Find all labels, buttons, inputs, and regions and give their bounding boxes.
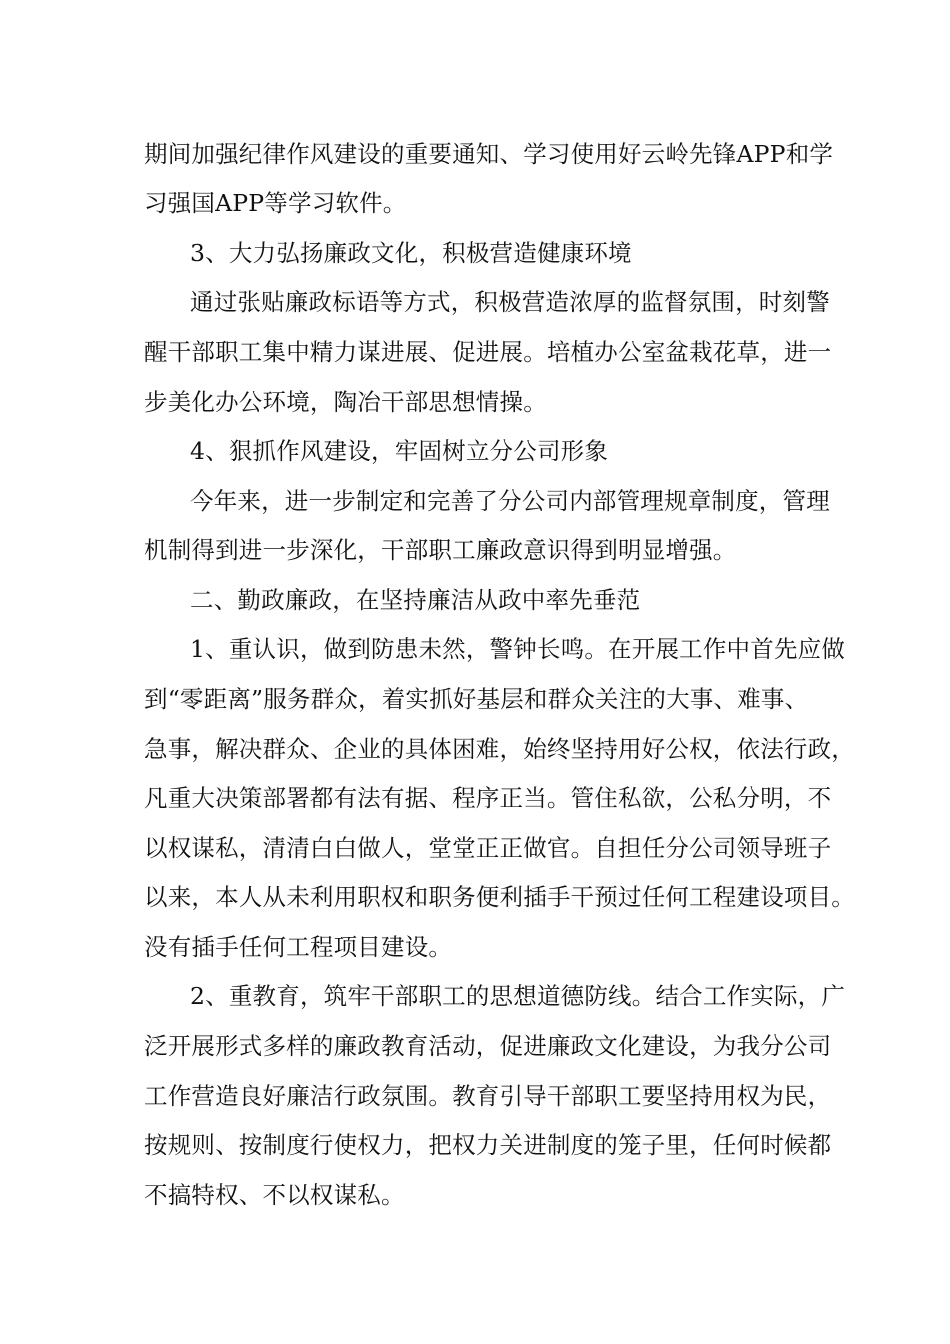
text-line: 2、重教育，筑牢干部职工的思想道德防线。结合工作实际，广 <box>190 982 846 1010</box>
text-line: 以来，本人从未利用职权和职务便利插手干预过任何工程建设项目。 <box>144 883 855 911</box>
text-line: 1、重认识，做到防患未然，警钟长鸣。在开展工作中首先应做 <box>190 635 846 663</box>
text-line: 以权谋私，清清白白做人，堂堂正正做官。自担任分公司领导班子 <box>144 834 832 862</box>
text-line: 到“零距离”服务群众，着实抓好基层和群众关注的大事、难事、 <box>144 685 809 713</box>
text-line: 今年来，进一步制定和完善了分公司内部管理规章制度，管理 <box>190 487 830 515</box>
text-line: 泛开展形式多样的廉政教育活动，促进廉政文化建设，为我分公司 <box>144 1032 832 1060</box>
text-line: 凡重大决策部署都有法有据、程序正当。管住私欲，公私分明，不 <box>144 784 832 812</box>
section-heading: 4、狠抓作风建设，牢固树立分公司形象 <box>190 437 609 465</box>
section-heading: 3、大力弘扬廉政文化，积极营造健康环境 <box>190 239 632 267</box>
section-heading: 二、勤政廉政，在坚持廉洁从政中率先垂范 <box>190 586 641 614</box>
text-line: 按规则、按制度行使权力，把权力关进制度的笼子里，任何时候都 <box>144 1131 832 1159</box>
text-line: 步美化办公环境，陶冶干部思想情操。 <box>144 388 547 416</box>
text-line: 不搞特权、不以权谋私。 <box>144 1181 405 1209</box>
text-line: 通过张贴廉政标语等方式，积极营造浓厚的监督氛围，时刻警 <box>190 288 830 316</box>
text-line: 机制得到进一步深化，干部职工廉政意识得到明显增强。 <box>144 536 737 564</box>
text-line: 工作营造良好廉洁行政氛围。教育引导干部职工要坚持用权为民， <box>144 1082 832 1110</box>
text-line: 期间加强纪律作风建设的重要通知、学习使用好云岭先锋APP和学 <box>144 140 834 168</box>
text-line: 没有插手任何工程项目建设。 <box>144 933 453 961</box>
text-line: 醒干部职工集中精力谋进展、促进展。培植办公室盆栽花草，进一 <box>144 338 832 366</box>
text-line: 习强国APP等学习软件。 <box>144 189 407 217</box>
text-line: 急事，解决群众、企业的具体困难，始终坚持用好公权，依法行政， <box>144 735 855 763</box>
